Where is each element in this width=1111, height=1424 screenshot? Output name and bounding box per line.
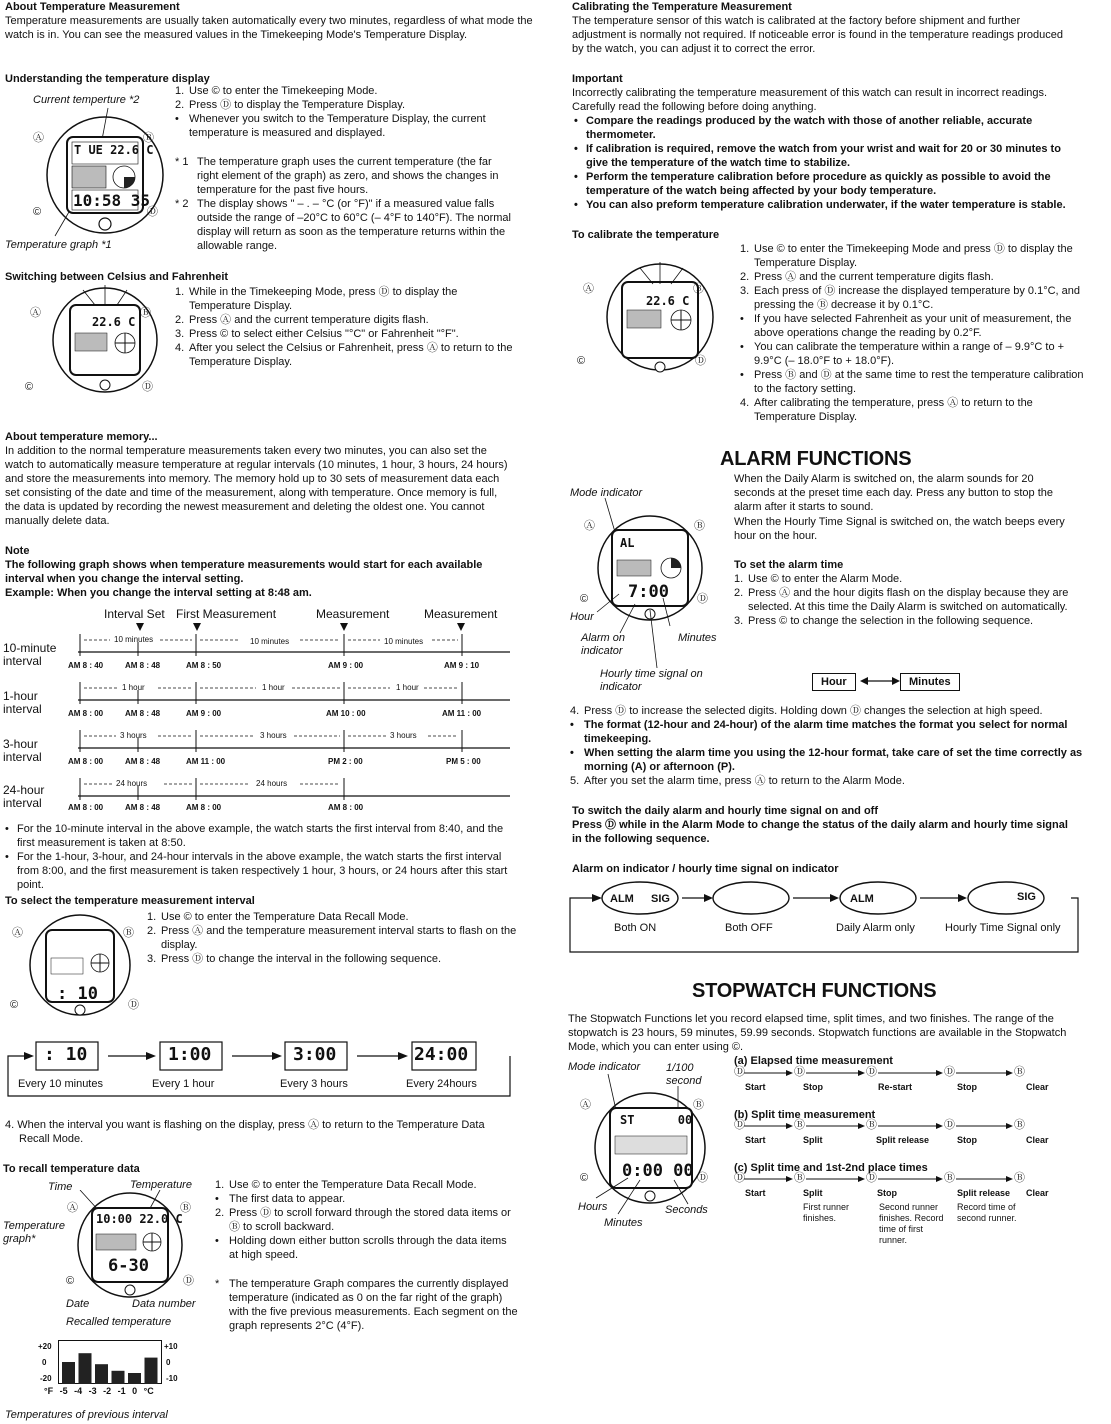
- list-item: 2. Press Ⓓ to display the Temperature Display.: [175, 99, 406, 111]
- important-bullets: [572, 114, 1072, 212]
- seq-button: Ⓑ: [866, 1119, 877, 1131]
- button-c-icon: ©: [33, 206, 42, 218]
- time-label: AM 8 : 48: [125, 709, 161, 718]
- seq-action: Clear: [1026, 1188, 1049, 1198]
- graph-right-label: +10: [164, 1342, 178, 1351]
- seq-button: Ⓑ: [1014, 1119, 1025, 1131]
- time-label: PM 5 : 00: [446, 757, 481, 766]
- note-line2: Example: When you change the interval setting at 8:48 am.: [5, 587, 312, 600]
- about-temp-section: [5, 0, 535, 42]
- list-item: • The format (12-hour and 24-hour) of the alarm time matches the format you select for normal timekeeping.: [570, 719, 1068, 745]
- indicator-alm: ALM: [610, 893, 634, 905]
- label-recalled-temperature: Recalled temperature: [66, 1316, 172, 1328]
- label-stopwatch-mode: Mode indicator: [568, 1061, 641, 1073]
- important-body: Incorrectly calibrating the temperature measurement of this watch can result in incorrect readings. Carefully read the following before doing anything.: [572, 87, 1048, 114]
- list-item: • If you have selected Fahrenheit as your unit of measurement, the above operations change the reading by 0.2°F.: [740, 313, 1072, 339]
- button-d-icon: Ⓓ: [147, 206, 158, 218]
- button-a-icon: Ⓐ: [583, 283, 594, 295]
- lcd-alarm-mode: AL: [620, 536, 635, 550]
- button-a-icon: Ⓐ: [30, 307, 41, 319]
- note-line1: The following graph shows when temperature measurements would start for each available interval when you change the interval setting.: [5, 559, 483, 586]
- seq-label: Every 1 hour: [152, 1078, 215, 1090]
- list-item: 3. Each press of Ⓓ increase the displayed temperature by 0.1°C, and pressing the Ⓑ decrease it by 0.1°C.: [740, 285, 1081, 311]
- list-item: * 2 The display shows " – . – °C (or °F)" if a measured value falls outside the range of –20°C to 60°C (– 4°F to 140°F). The normal display will return as soon as the temperature returns within the allowable range.: [175, 198, 511, 252]
- button-a-icon: Ⓐ: [67, 1202, 78, 1214]
- button-b-icon: Ⓑ: [693, 1099, 704, 1111]
- graph-axis-label: °F -5 -4 -3 -2 -1 0 °C: [44, 1386, 154, 1396]
- alarm-more-steps: [570, 704, 1090, 788]
- button-c-icon: ©: [10, 999, 19, 1011]
- seq-action: Stop: [877, 1188, 897, 1198]
- label-mode-indicator: Mode indicator: [570, 487, 643, 499]
- span-label: 10 minutes: [250, 637, 290, 646]
- state-label: Both OFF: [725, 922, 773, 934]
- seq-lcd: 1:00: [168, 1044, 212, 1065]
- label-hours: Hours: [578, 1201, 608, 1213]
- time-label: AM 8 : 48: [125, 661, 161, 670]
- alarm-switch-body: Press Ⓓ while in the Alarm Mode to change the status of the daily alarm and hourly time signal in the following sequence.: [572, 819, 1068, 845]
- switching-steps: [175, 285, 515, 369]
- understanding-title: Understanding the temperature display: [5, 73, 210, 85]
- section-title: (c) Split time and 1st-2nd place times: [734, 1162, 928, 1174]
- seq-button: Ⓓ: [794, 1066, 805, 1078]
- stopwatch-intro: The Stopwatch Functions let you record elapsed time, split times, and two finishes. The range of the stopwatch is 23 hours, 59 minutes, 59.99 seconds. Stopwatch functions are available in the Stopwatch Mode, which you can enter using ©.: [568, 1013, 1067, 1053]
- seq-sub: Second runner finishes. Record time of first runner.: [879, 1202, 944, 1245]
- row-label-1hour: 1-hour interval: [3, 689, 42, 716]
- col-head-interval-set: Interval Set: [104, 607, 165, 621]
- time-label: AM 9 : 00: [328, 661, 364, 670]
- time-label: AM 11 : 00: [442, 709, 482, 718]
- list-item: • Press Ⓑ and Ⓓ at the same time to rest the temperature calibration to the factory setting.: [740, 369, 1084, 395]
- seq-action: Stop: [803, 1082, 823, 1092]
- list-item: 1. Use © to enter the Timekeeping Mode and press Ⓓ to display the Temperature Display.: [740, 243, 1073, 269]
- about-temp-body: Temperature measurements are usually taken automatically every two minutes, regardless of what mode the watch is in. You can see the measured values in the Timekeeping Mode's Temperature Display.: [5, 15, 533, 42]
- list-item: 4. After calibrating the temperature, press Ⓐ to return to the Temperature Display.: [740, 397, 1033, 423]
- select-interval-title: To select the temperature measurement interval: [5, 895, 255, 907]
- lcd-stopwatch-time: 0:00 00: [622, 1161, 694, 1181]
- seq-action: Start: [745, 1082, 766, 1092]
- list-item: • Perform the temperature calibration before procedure as quickly as possible to avoid the temperature of the watch being affected by your body temperature.: [572, 170, 1072, 198]
- list-item: 2. Press Ⓐ and the current temperature digits flash.: [740, 271, 994, 283]
- list-item: • When setting the alarm time you using the 12-hour format, take care of set the time correctly as morning (A) or afternoon (P).: [570, 747, 1083, 773]
- time-label: AM 8 : 00: [68, 757, 104, 766]
- list-item: • Whenever you switch to the Temperature Display, the current temperature is measured and displayed.: [175, 113, 486, 139]
- lcd-interval: : 10: [57, 984, 98, 1004]
- list-item: • The first data to appear.: [215, 1193, 346, 1205]
- row-label-24hour: 24-hour interval: [3, 783, 45, 810]
- graph-bar: [95, 1364, 108, 1384]
- button-d-icon: Ⓓ: [695, 355, 706, 367]
- alarm-indicator-title: Alarm on indicator / hourly time signal on indicator: [572, 863, 839, 875]
- seq-button: Ⓑ: [794, 1119, 805, 1131]
- lcd-calibrate-temp: 22.6 C: [646, 294, 690, 308]
- seq-action: Start: [745, 1135, 766, 1145]
- list-item: 2. Press Ⓓ to scroll forward through the stored data items or Ⓑ to scroll backward.: [215, 1207, 511, 1233]
- label-minutes: Minutes: [678, 632, 717, 644]
- seq-button: Ⓓ: [734, 1172, 745, 1184]
- seq-button: Ⓑ: [1014, 1172, 1025, 1184]
- seq-action: Stop: [957, 1135, 977, 1145]
- time-label: AM 8 : 00: [328, 803, 364, 812]
- label-date: Date: [66, 1298, 90, 1310]
- button-b-icon: Ⓑ: [140, 307, 151, 319]
- row-label-3hour: 3-hour interval: [3, 737, 42, 764]
- interval-timeline-diagram: [0, 620, 520, 820]
- recall-note: The temperature Graph compares the currently displayed temperature (indicated as 0 on the far right of the graph) with the five previous measurements. Each segment on the graph represents 2°C (4°F).: [229, 1278, 518, 1332]
- list-item: 5. After you set the alarm time, press Ⓐ to return to the Alarm Mode.: [570, 775, 905, 787]
- list-item: • You can calibrate the temperature within a range of – 9.9°C to + 9.9°C (– 18.0°F to + 18.0°F).: [740, 341, 1065, 367]
- list-item: • For the 10-minute interval in the above example, the watch starts the first interval from 8:40, and the first measurement is taken at 8:50.: [3, 822, 513, 850]
- alarm-intro-1: When the Daily Alarm is switched on, the alarm sounds for 20 seconds at the preset time each day. Press any button to stop the alarm after it starts to sound.: [734, 473, 1053, 513]
- lcd-time: 10:58 35: [73, 191, 151, 210]
- indicator-alm: ALM: [850, 893, 874, 905]
- time-label: AM 8 : 48: [125, 757, 161, 766]
- list-item: • For the 1-hour, 3-hour, and 24-hour intervals in the above example, the watch starts the first interval from 8:00, and the first measurement is taken respectively 1 hour, 3 hours, or 24 hours after this start point.: [3, 850, 513, 892]
- section-title: (a) Elapsed time measurement: [734, 1055, 893, 1067]
- button-c-icon: ©: [25, 381, 34, 393]
- label-hundredth-second: 1/100 second: [666, 1062, 702, 1087]
- button-c-icon: ©: [577, 355, 586, 367]
- col-head-first-measurement: First Measurement: [176, 607, 277, 621]
- seq-lcd: : 10: [44, 1044, 88, 1065]
- section-title: (b) Split time measurement: [734, 1109, 876, 1121]
- button-b-icon: Ⓑ: [143, 132, 154, 144]
- memory-title: About temperature memory...: [5, 431, 158, 443]
- memory-body: In addition to the normal temperature measurements taken every two minutes, you can also set the watch to automatically measure temperature at regular intervals (10 minutes, 1 hour, 3 hours, 24 hours) and store the measurements into memory. The memory hold up to 30 sets of measurement data each set consisting of the date and time of the measurement, along with temperature. Once memory is full, the data is updated by recording the newest measurement and deleting the oldest one. You cannot manually delete data.: [5, 445, 508, 528]
- list-item: 1. Use © to enter the Alarm Mode.: [734, 573, 903, 585]
- span-label: 1 hour: [262, 683, 285, 692]
- span-label: 24 hours: [116, 779, 148, 788]
- list-item: 1. While in the Timekeeping Mode, press Ⓓ to display the Temperature Display.: [175, 286, 458, 312]
- seq-lcd: 3:00: [293, 1044, 337, 1065]
- span-label: 10 minutes: [114, 635, 154, 644]
- seq-label: Every 24hours: [406, 1078, 477, 1090]
- list-item: • You can also preform temperature calibration underwater, if the water temperature is stable.: [572, 198, 1072, 212]
- span-label: 3 hours: [120, 731, 147, 740]
- calibrate-title: To calibrate the temperature: [572, 229, 720, 241]
- seq-action: Clear: [1026, 1135, 1049, 1145]
- calibrating-section: [572, 0, 1072, 56]
- lcd-recall-top: 10:00 22.0 C: [96, 1212, 183, 1226]
- label-hourly-indicator: Hourly time signal on indicator: [600, 668, 703, 693]
- col-head-measurement-2: Measurement: [424, 607, 498, 621]
- button-c-icon: ©: [580, 593, 589, 605]
- calibrate-steps: [740, 242, 1085, 424]
- calibrating-body: The temperature sensor of this watch is calibrated at the factory before shipment and further adjustment is normally not required. If noticeable error is found in the temperature readings produced by the watch, you can adjust it to correct the error.: [572, 15, 1063, 56]
- time-label: AM 9 : 10: [444, 661, 480, 670]
- label-time: Time: [48, 1181, 73, 1193]
- state-label: Daily Alarm only: [836, 922, 915, 934]
- seq-sub: Record time of second runner.: [957, 1202, 1017, 1223]
- label-hour: Hour: [570, 611, 594, 623]
- time-label: AM 8 : 40: [68, 661, 104, 670]
- button-a-icon: Ⓐ: [580, 1099, 591, 1111]
- button-a-icon: Ⓐ: [12, 927, 23, 939]
- seq-minutes: Minutes: [900, 673, 960, 691]
- list-item: • If calibration is required, remove the watch from your wrist and wait for 20 or 30 minutes to give the temperature of the watch time to stabilize.: [572, 142, 1072, 170]
- seq-sub: First runner finishes.: [803, 1202, 850, 1223]
- button-c-icon: ©: [66, 1275, 75, 1287]
- span-label: 24 hours: [256, 779, 288, 788]
- span-label: 1 hour: [396, 683, 419, 692]
- seq-button: Ⓑ: [944, 1172, 955, 1184]
- watch-illustration-calibrate: [585, 262, 735, 380]
- seq-action: Re-start: [878, 1082, 913, 1092]
- list-item: 2. Press Ⓐ and the current temperature digits flash.: [175, 314, 429, 326]
- seq-action: Clear: [1026, 1082, 1049, 1092]
- graph-left-label: 0: [42, 1358, 47, 1367]
- lcd-day-temp: T UE 22.6 C: [74, 143, 154, 157]
- recall-temperature-graph: [58, 1340, 162, 1384]
- list-item: * 1 The temperature graph uses the current temperature (the far right element of the graph) as zero, and shows the changes in temperature for the past five hours.: [175, 156, 499, 196]
- list-item: • Holding down either button scrolls through the data items at high speed.: [215, 1235, 507, 1261]
- list-item: 1. Use © to enter the Temperature Data Recall Mode.: [147, 911, 409, 923]
- note-section: [5, 544, 515, 600]
- button-d-icon: Ⓓ: [697, 1172, 708, 1184]
- button-d-icon: Ⓓ: [142, 381, 153, 393]
- stopwatch-heading: STOPWATCH FUNCTIONS: [692, 980, 937, 1002]
- calibrating-title: Calibrating the Temperature Measurement: [572, 1, 792, 13]
- list-item: 3. Press © to select either Celsius "°C" or Fahrenheit "°F".: [175, 328, 459, 340]
- seq-hour: Hour: [812, 673, 856, 691]
- list-item: 2. Press Ⓐ and the temperature measurement interval starts to flash on the display.: [147, 925, 517, 951]
- label-minutes: Minutes: [604, 1217, 643, 1229]
- seq-action: Start: [745, 1188, 766, 1198]
- lcd-stopwatch-top: ST 00: [620, 1113, 693, 1127]
- label-temperature-graph: Temperature graph *1: [5, 239, 112, 251]
- select-interval-step4: 4. When the interval you want is flashing on the display, press Ⓐ to return to the Temperature Data Recall Mode.: [5, 1119, 485, 1145]
- list-item: 1. Use © to enter the Timekeeping Mode.: [175, 85, 378, 97]
- span-label: 10 minutes: [384, 637, 424, 646]
- time-label: PM 2 : 00: [328, 757, 363, 766]
- seq-action: Split release: [957, 1188, 1011, 1198]
- time-label: AM 8 : 00: [68, 709, 104, 718]
- select-interval-steps: [147, 910, 517, 966]
- list-item: 4. Press Ⓓ to increase the selected digits. Holding down Ⓓ changes the selection at high speed.: [570, 705, 1043, 717]
- label-previous-interval: Temperatures of previous interval: [5, 1409, 168, 1421]
- label-temperature: Temperature: [130, 1179, 192, 1191]
- alarm-switch-title: To switch the daily alarm and hourly time signal on and off: [572, 805, 879, 817]
- list-item: 1. Use © to enter the Temperature Data Recall Mode.: [215, 1179, 477, 1191]
- seq-double-arrow-icon: [860, 674, 900, 688]
- alarm-set-title: To set the alarm time: [734, 559, 844, 571]
- seq-button: Ⓓ: [866, 1066, 877, 1078]
- list-item: 2. Press Ⓐ and the hour digits flash on the display because they are selected. At this time the Daily Alarm is switched on automatically.: [734, 587, 1069, 613]
- time-label: AM 8 : 00: [68, 803, 104, 812]
- seq-action: Stop: [957, 1082, 977, 1092]
- label-data-number: Data number: [132, 1298, 196, 1310]
- button-a-icon: Ⓐ: [584, 520, 595, 532]
- time-label: AM 10 : 00: [326, 709, 366, 718]
- seq-button: Ⓓ: [944, 1066, 955, 1078]
- seq-button: Ⓓ: [944, 1119, 955, 1131]
- button-b-icon: Ⓑ: [180, 1202, 191, 1214]
- button-d-icon: Ⓓ: [697, 593, 708, 605]
- button-b-icon: Ⓑ: [693, 283, 704, 295]
- understanding-notes: [175, 155, 515, 253]
- label-seconds: Seconds: [665, 1204, 708, 1216]
- span-label: 1 hour: [122, 683, 145, 692]
- seq-button: Ⓓ: [734, 1119, 745, 1131]
- list-item: • Compare the readings produced by the watch with those of another reliable, accurate thermometer.: [572, 114, 1072, 142]
- lcd-alarm-time: 7:00: [628, 582, 669, 602]
- seq-action: Split release: [876, 1135, 930, 1145]
- graph-right-label: 0: [166, 1358, 171, 1367]
- lcd-switching-temp: 22.6 C: [92, 315, 136, 329]
- list-item: 3. Press Ⓓ to change the interval in the following sequence.: [147, 953, 442, 965]
- graph-bar: [62, 1362, 75, 1384]
- indicator-sig: SIG: [1017, 891, 1036, 903]
- graph-bar: [112, 1371, 125, 1384]
- alarm-indicator-sequence: [568, 876, 1080, 956]
- state-label: Hourly Time Signal only: [945, 922, 1061, 934]
- button-d-icon: Ⓓ: [128, 999, 139, 1011]
- seq-label: Every 3 hours: [280, 1078, 348, 1090]
- seq-label: Every 10 minutes: [18, 1078, 103, 1090]
- graph-bar: [79, 1353, 92, 1384]
- list-item: 4. After you select the Celsius or Fahrenheit, press Ⓐ to return to the Temperature Display.: [175, 342, 513, 368]
- graph-bar: [128, 1373, 141, 1384]
- understanding-steps: [175, 84, 515, 140]
- about-temp-title: About Temperature Measurement: [5, 1, 180, 13]
- seq-action: Split: [803, 1188, 823, 1198]
- recall-steps: [215, 1178, 515, 1262]
- seq-button: Ⓓ: [866, 1172, 877, 1184]
- graph-left-label: +20: [38, 1342, 52, 1351]
- note-bullets: [3, 822, 513, 892]
- button-c-icon: ©: [580, 1172, 589, 1184]
- time-label: AM 8 : 00: [186, 803, 222, 812]
- time-label: AM 9 : 00: [186, 709, 222, 718]
- graph-right-label: -10: [166, 1374, 178, 1383]
- recall-title: To recall temperature data: [3, 1163, 140, 1175]
- seq-button: Ⓑ: [1014, 1066, 1025, 1078]
- memory-section: [5, 430, 515, 528]
- watch-illustration-stopwatch: [578, 1070, 728, 1220]
- row-label-10min: 10-minute interval: [3, 641, 57, 668]
- seq-button: Ⓑ: [794, 1172, 805, 1184]
- graph-left-label: -20: [40, 1374, 52, 1383]
- button-d-icon: Ⓓ: [183, 1275, 194, 1287]
- important-title: Important: [572, 73, 623, 85]
- lcd-recall-bottom: 6-30: [108, 1256, 149, 1276]
- alarm-heading: ALARM FUNCTIONS: [720, 448, 912, 470]
- button-b-icon: Ⓑ: [694, 520, 705, 532]
- switching-title: Switching between Celsius and Fahrenheit: [5, 271, 229, 283]
- col-head-measurement-1: Measurement: [316, 607, 390, 621]
- label-current-temperature: Current temperture *2: [33, 94, 140, 106]
- time-label: AM 8 : 48: [125, 803, 161, 812]
- alarm-intro-2: When the Hourly Time Signal is switched on, the watch beeps every hour on the hour.: [734, 516, 1065, 542]
- button-b-icon: Ⓑ: [123, 927, 134, 939]
- time-label: AM 11 : 00: [186, 757, 226, 766]
- time-label: AM 8 : 50: [186, 661, 222, 670]
- seq-action: Split: [803, 1135, 823, 1145]
- seq-lcd: 24:00: [414, 1044, 469, 1065]
- graph-bar: [145, 1358, 158, 1384]
- state-label: Both ON: [614, 922, 657, 934]
- button-a-icon: Ⓐ: [33, 132, 44, 144]
- span-label: 3 hours: [260, 731, 287, 740]
- important-section: [572, 72, 1072, 212]
- seq-button: Ⓓ: [734, 1066, 745, 1078]
- span-label: 3 hours: [390, 731, 417, 740]
- label-temperature-graph: Temperature graph*: [3, 1220, 65, 1245]
- recall-note-mark: *: [215, 1278, 220, 1290]
- alarm-set-steps: [734, 572, 1079, 628]
- note-title: Note: [5, 545, 30, 557]
- list-item: 3. Press © to change the selection in the following sequence.: [734, 615, 1034, 627]
- label-alarm-on-indicator: Alarm on indicator: [581, 632, 626, 657]
- indicator-sig: SIG: [651, 893, 670, 905]
